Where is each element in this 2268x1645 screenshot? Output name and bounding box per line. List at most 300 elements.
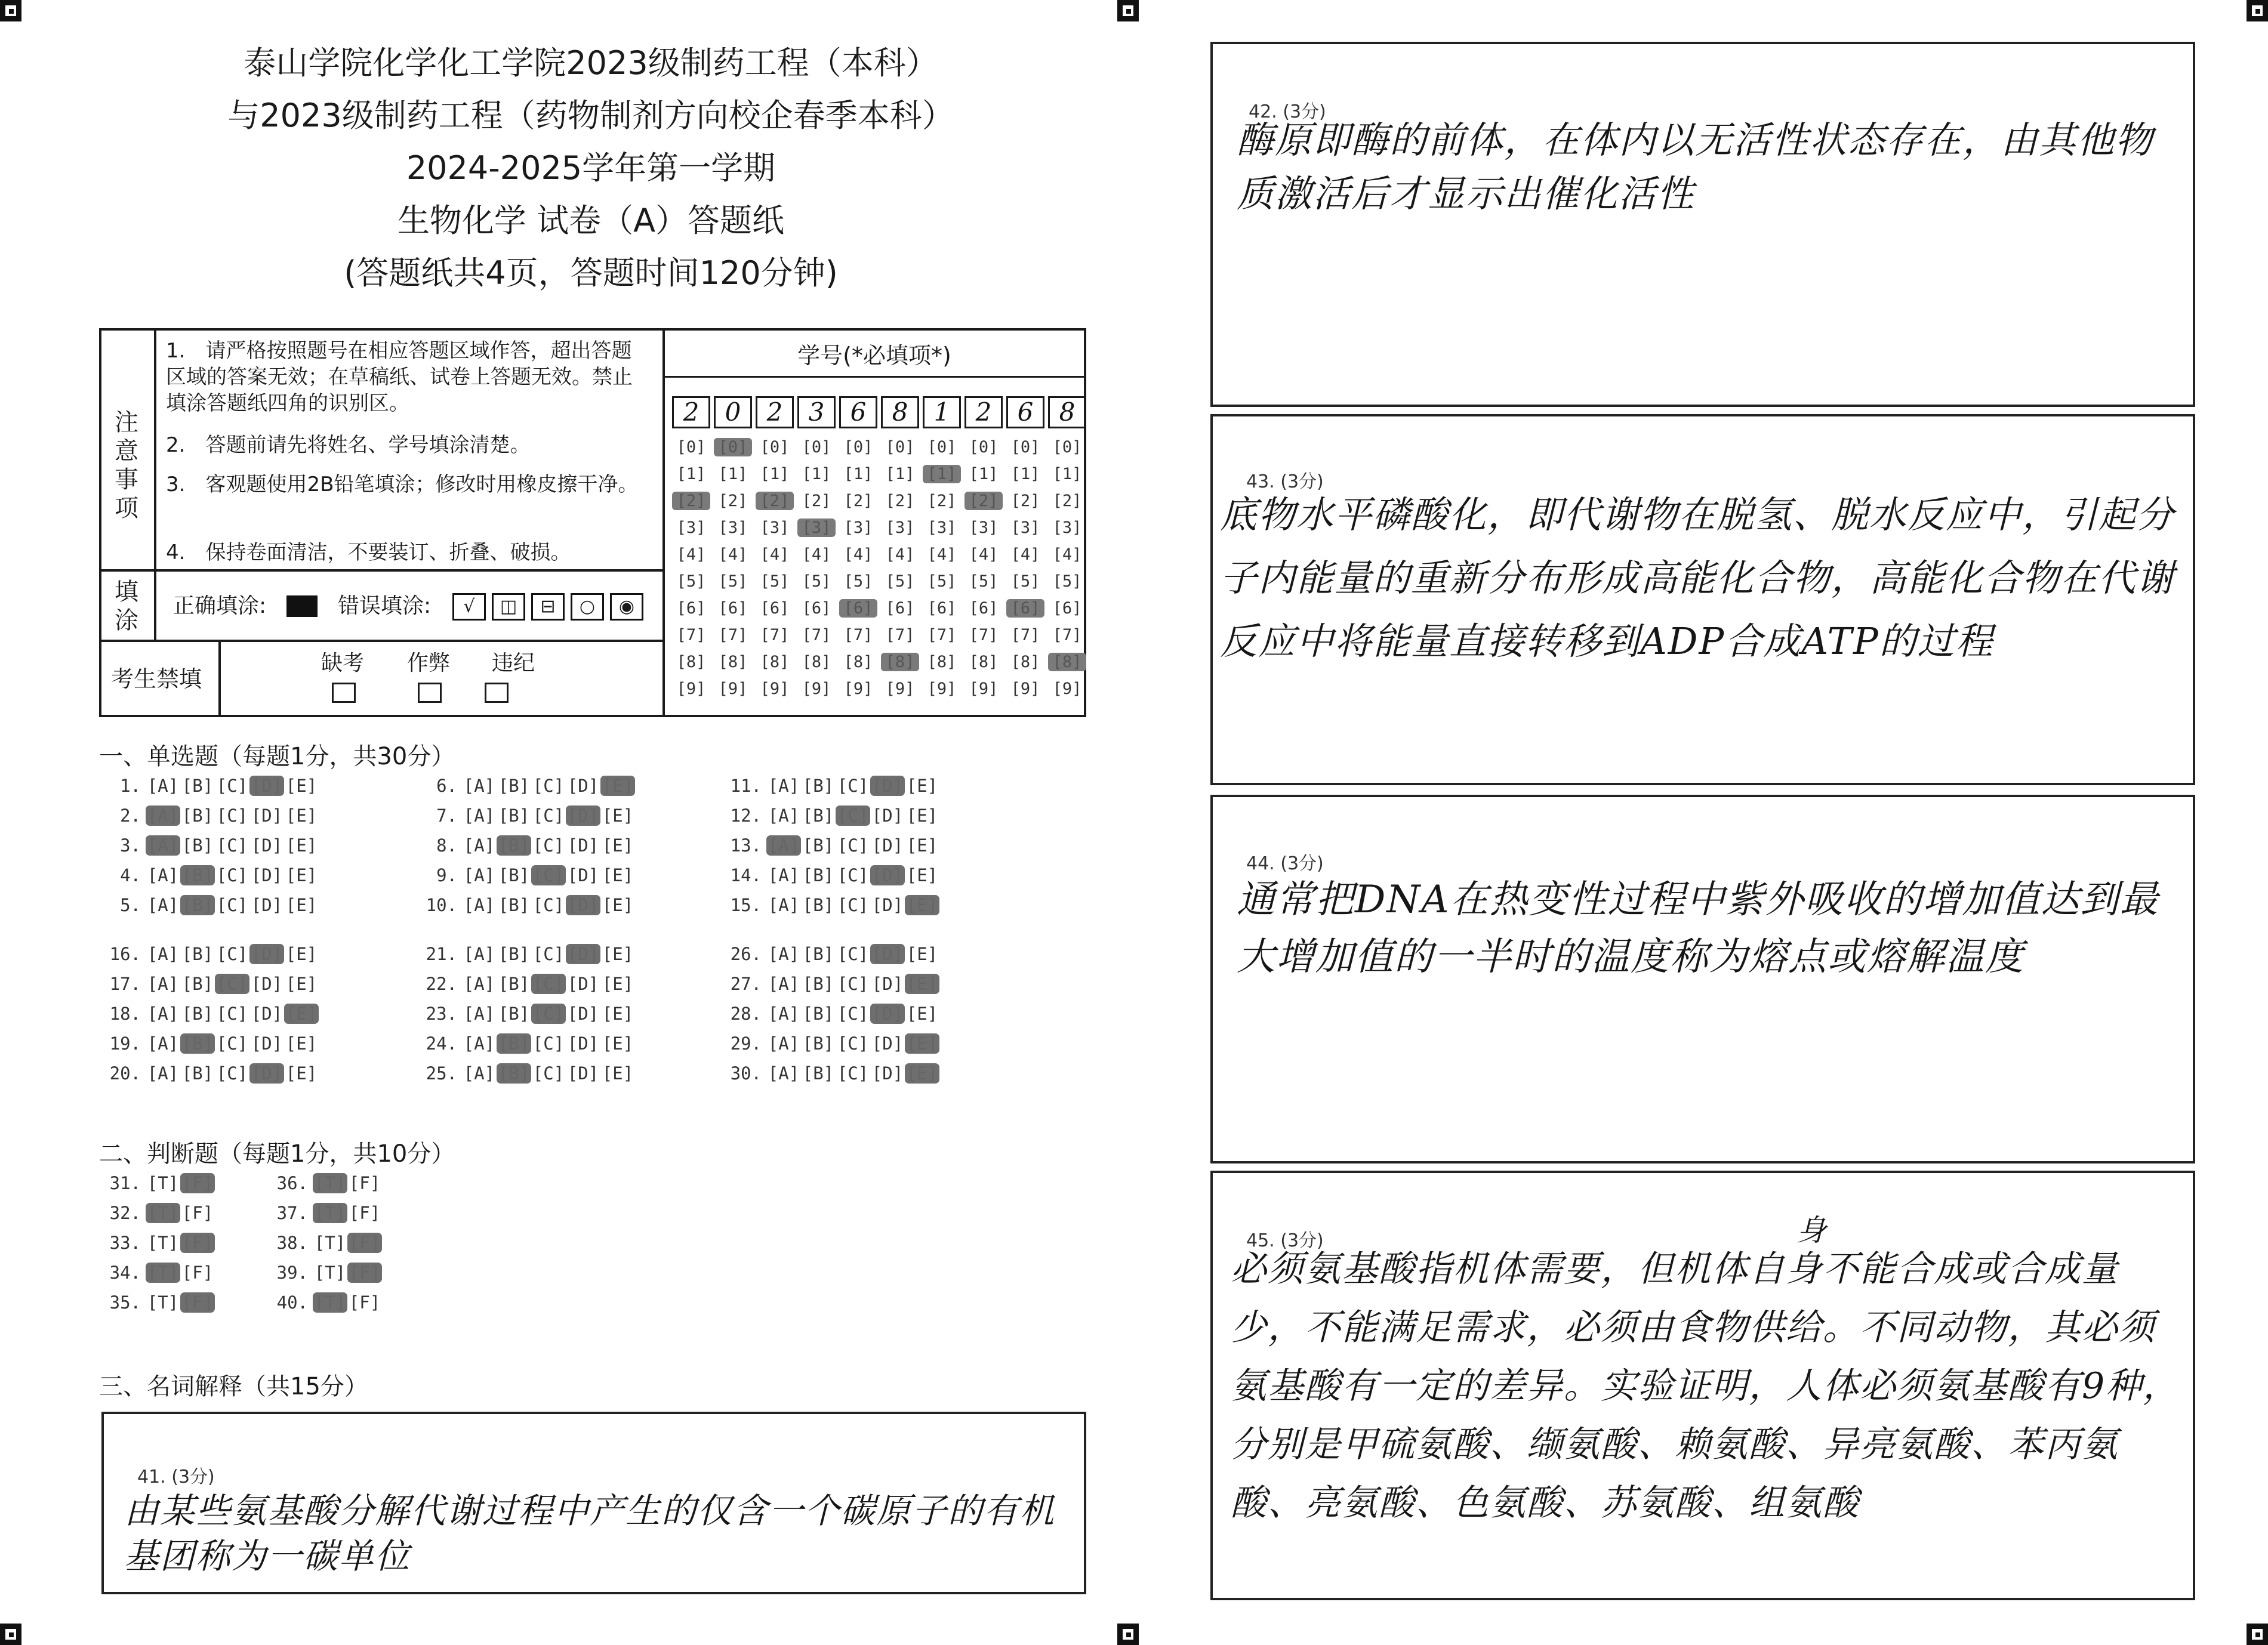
student-id-bubble[interactable]: [9] (927, 680, 957, 698)
student-id-bubble[interactable]: [9] (969, 680, 999, 698)
option-bubble[interactable]: [E] (285, 1063, 318, 1084)
student-id-bubble[interactable]: [4] (718, 545, 748, 564)
student-id-bubble[interactable]: [4] (802, 545, 831, 564)
option-bubble[interactable]: [D] (870, 944, 905, 964)
option-bubble[interactable]: [A] (147, 895, 179, 915)
student-id-bubble[interactable]: [5] (1052, 572, 1082, 591)
option-bubble[interactable]: [C] (836, 805, 870, 826)
option-bubble[interactable]: [C] (216, 805, 248, 826)
student-id-bubble[interactable]: [8] (760, 653, 790, 671)
question-number: 27. (730, 974, 762, 994)
option-bubble[interactable]: [D] (870, 776, 905, 796)
header-line-4: 生物化学 试卷（A）答题纸 (397, 202, 785, 239)
student-id-bubble[interactable]: [2] (927, 492, 957, 510)
option-bubble[interactable]: [C] (532, 1033, 565, 1054)
option-bubble[interactable]: [A] (768, 865, 800, 885)
option-bubble[interactable]: [E] (906, 1004, 938, 1024)
option-bubble[interactable]: [A] (147, 776, 179, 796)
student-id-bubble[interactable]: [3] (676, 519, 706, 537)
option-bubble[interactable]: [C] (216, 1033, 248, 1054)
option-bubble[interactable]: [A] (768, 1063, 800, 1084)
option-bubble[interactable]: [A] (147, 944, 179, 964)
option-bubble[interactable]: [C] (837, 776, 869, 796)
fill-label: 填涂 (115, 578, 138, 634)
option-bubble[interactable]: [D] (567, 1033, 599, 1054)
option-bubble[interactable]: [E] (285, 776, 318, 796)
option-bubble[interactable]: [C] (837, 835, 869, 856)
option-bubble[interactable]: [C] (532, 776, 565, 796)
option-bubble[interactable]: [B] (181, 1004, 214, 1024)
option-bubble[interactable]: [F] (347, 1233, 382, 1253)
student-id-bubble[interactable]: [2] (802, 492, 831, 510)
option-bubble[interactable]: [B] (802, 805, 834, 826)
student-id-bubble[interactable]: [4] (676, 545, 706, 564)
option-bubble[interactable]: [A] (147, 1004, 179, 1024)
answer-box-44[interactable] (1210, 795, 2195, 1163)
option-bubble[interactable]: [B] (498, 776, 530, 796)
student-id-bubble[interactable]: [8] (927, 653, 957, 671)
student-id-bubble[interactable]: [9] (1052, 680, 1082, 698)
student-id-bubble[interactable]: [6] (802, 599, 831, 618)
option-bubble[interactable]: [C] (531, 974, 566, 994)
option-bubble[interactable]: [D] (251, 805, 283, 826)
option-bubble[interactable]: [C] (532, 835, 565, 856)
option-bubble[interactable]: [T] (314, 1233, 346, 1253)
student-id-bubble[interactable]: [3] (760, 519, 790, 537)
option-bubble[interactable]: [C] (837, 865, 869, 885)
option-bubble[interactable]: [D] (870, 865, 905, 885)
student-id-bubble[interactable]: [2] (672, 492, 710, 510)
option-bubble[interactable]: [B] (802, 944, 834, 964)
answer-box-43[interactable] (1210, 414, 2195, 785)
option-bubble[interactable]: [E] (285, 805, 318, 826)
option-bubble[interactable]: [D] (567, 1004, 599, 1024)
student-id-digit-6: 8 (881, 396, 919, 428)
option-bubble[interactable]: [C] (837, 944, 869, 964)
student-id-bubble[interactable]: [8] (1048, 653, 1086, 671)
option-bubble[interactable]: [C] (216, 1004, 248, 1024)
option-bubble[interactable]: [A] (147, 1033, 179, 1054)
student-id-bubble[interactable]: [8] (881, 653, 919, 671)
option-bubble[interactable]: [B] (181, 776, 214, 796)
option-bubble[interactable]: [T] (147, 1233, 179, 1253)
option-bubble[interactable]: [B] (497, 835, 531, 856)
option-bubble[interactable]: [D] (871, 805, 904, 826)
option-bubble[interactable]: [C] (532, 1063, 565, 1084)
student-id-bubble[interactable]: [1] (969, 465, 999, 483)
student-id-bubble[interactable]: [5] (843, 572, 873, 591)
student-id-bubble[interactable]: [4] (843, 545, 873, 564)
option-bubble[interactable]: [E] (906, 835, 938, 856)
option-bubble[interactable]: [B] (180, 865, 215, 885)
question-number: 18. (109, 1004, 141, 1024)
student-id-bubble[interactable]: [2] (964, 492, 1003, 510)
option-bubble[interactable]: [E] (602, 805, 634, 826)
option-bubble[interactable]: [C] (531, 865, 566, 885)
option-bubble[interactable]: [B] (498, 805, 530, 826)
student-id-bubble[interactable]: [3] (1052, 519, 1082, 537)
student-id-bubble[interactable]: [2] (885, 492, 915, 510)
student-id-bubble[interactable]: [7] (718, 626, 748, 644)
student-id-bubble[interactable]: [3] (718, 519, 748, 537)
option-bubble[interactable]: [E] (602, 1033, 634, 1054)
student-id-bubble[interactable]: [7] (969, 626, 999, 644)
option-bubble[interactable]: [D] (567, 865, 599, 885)
question-number: 40. (276, 1292, 308, 1313)
option-bubble[interactable]: [B] (181, 835, 214, 856)
student-id-bubble[interactable]: [6] (676, 599, 706, 618)
question-number: 36. (276, 1173, 308, 1193)
option-bubble[interactable]: [F] (349, 1203, 381, 1223)
option-bubble[interactable]: [C] (216, 895, 248, 915)
option-bubble[interactable]: [D] (871, 974, 904, 994)
option-bubble[interactable]: [T] (146, 1263, 180, 1283)
student-id-bubble[interactable]: [8] (969, 653, 999, 671)
option-bubble[interactable]: [D] (567, 835, 599, 856)
option-bubble[interactable]: [B] (802, 1063, 834, 1084)
option-bubble[interactable]: [E] (600, 776, 635, 796)
option-bubble[interactable]: [A] (146, 805, 180, 826)
option-bubble[interactable]: [A] (766, 835, 801, 856)
student-id-bubble[interactable]: [0] (714, 438, 752, 456)
option-bubble[interactable]: [A] (463, 805, 495, 826)
option-bubble[interactable]: [B] (181, 805, 214, 826)
option-bubble[interactable]: [E] (285, 944, 318, 964)
student-id-bubble[interactable]: [9] (1010, 680, 1040, 698)
student-id-bubble[interactable]: [5] (969, 572, 999, 591)
option-bubble[interactable]: [D] (249, 776, 284, 796)
option-bubble[interactable]: [T] (147, 1173, 179, 1193)
student-id-bubble[interactable]: [9] (802, 680, 831, 698)
option-bubble[interactable]: [E] (602, 974, 634, 994)
option-bubble[interactable]: [B] (181, 944, 214, 964)
option-bubble[interactable]: [D] (566, 944, 600, 964)
student-id-bubble[interactable]: [3] (969, 519, 999, 537)
student-id-bubble[interactable]: [9] (885, 680, 915, 698)
option-bubble[interactable]: [B] (498, 865, 530, 885)
wrong-fill-sample-1: √ (452, 593, 486, 621)
option-bubble[interactable]: [E] (285, 974, 318, 994)
option-bubble[interactable]: [D] (566, 805, 600, 826)
cheating-checkbox[interactable] (418, 683, 442, 703)
option-bubble[interactable]: [C] (216, 944, 248, 964)
question-number: 31. (109, 1173, 141, 1193)
student-id-bubble[interactable]: [1] (802, 465, 831, 483)
option-bubble[interactable]: [E] (906, 776, 938, 796)
student-id-bubble[interactable]: [8] (718, 653, 748, 671)
option-bubble[interactable]: [D] (251, 865, 283, 885)
student-id-bubble[interactable]: [4] (927, 545, 957, 564)
option-bubble[interactable]: [A] (463, 895, 495, 915)
mcq-question-7 (415, 805, 635, 826)
student-id-bubble[interactable]: [0] (1010, 438, 1040, 456)
option-bubble[interactable]: [E] (905, 1033, 939, 1054)
option-bubble[interactable]: [C] (837, 1004, 869, 1024)
mcq-question-23 (415, 1004, 635, 1024)
option-bubble[interactable]: [C] (215, 974, 249, 994)
student-id-bubble[interactable]: [1] (1052, 465, 1082, 483)
option-bubble[interactable]: [A] (463, 944, 495, 964)
student-id-bubble[interactable]: [3] (843, 519, 873, 537)
option-bubble[interactable]: [C] (531, 1004, 566, 1024)
student-id-bubble[interactable]: [4] (969, 545, 999, 564)
option-bubble[interactable]: [D] (249, 1063, 284, 1084)
answer-box-45[interactable] (1210, 1171, 2195, 1600)
student-id-bubble[interactable]: [7] (885, 626, 915, 644)
student-id-bubble[interactable]: [0] (1052, 438, 1082, 456)
option-bubble[interactable]: [B] (802, 1004, 834, 1024)
option-bubble[interactable]: [F] (181, 1263, 214, 1283)
option-bubble[interactable]: [B] (181, 974, 214, 994)
option-bubble[interactable]: [A] (463, 1063, 495, 1084)
mcq-question-9 (415, 865, 635, 885)
student-id-bubble[interactable]: [6] (1052, 599, 1082, 618)
student-id-bubble[interactable]: [1] (760, 465, 790, 483)
option-bubble[interactable]: [F] (180, 1292, 215, 1313)
option-bubble[interactable]: [D] (870, 1004, 905, 1024)
option-bubble[interactable]: [T] (313, 1203, 347, 1223)
header-line-2: 与2023级制药工程（药物制剂方向校企春季本科） (227, 97, 954, 134)
option-bubble[interactable]: [B] (498, 944, 530, 964)
option-bubble[interactable]: [B] (498, 895, 530, 915)
option-bubble[interactable]: [E] (602, 895, 634, 915)
corner-mark-top-left (0, 0, 21, 21)
option-bubble[interactable]: [A] (147, 974, 179, 994)
student-id-bubble[interactable]: [5] (718, 572, 748, 591)
option-bubble[interactable]: [E] (906, 865, 938, 885)
student-id-bubble[interactable]: [6] (927, 599, 957, 618)
option-bubble[interactable]: [A] (463, 1033, 495, 1054)
option-bubble[interactable]: [C] (837, 1063, 869, 1084)
option-bubble[interactable]: [D] (871, 895, 904, 915)
option-bubble[interactable]: [B] (802, 895, 834, 915)
option-bubble[interactable]: [B] (802, 1033, 834, 1054)
student-id-bubble[interactable]: [5] (885, 572, 915, 591)
option-bubble[interactable]: [B] (802, 835, 834, 856)
option-bubble[interactable]: [A] (768, 805, 800, 826)
option-bubble[interactable]: [A] (463, 865, 495, 885)
option-bubble[interactable]: [A] (463, 1004, 495, 1024)
absent-checkbox[interactable] (332, 683, 356, 703)
student-id-bubble[interactable]: [1] (1010, 465, 1040, 483)
answer-box-41[interactable] (101, 1412, 1086, 1594)
mcq-question-6 (415, 776, 635, 796)
student-id-bubble[interactable]: [7] (676, 626, 706, 644)
option-bubble[interactable]: [E] (602, 1063, 634, 1084)
student-id-bubble[interactable]: [6] (718, 599, 748, 618)
option-bubble[interactable]: [B] (181, 1063, 214, 1084)
option-bubble[interactable]: [A] (768, 1004, 800, 1024)
student-id-bubble[interactable]: [5] (676, 572, 706, 591)
option-bubble[interactable]: [A] (768, 776, 800, 796)
student-id-bubble[interactable]: [8] (843, 653, 873, 671)
option-bubble[interactable]: [B] (802, 776, 834, 796)
student-id-bubble[interactable]: [7] (802, 626, 831, 644)
option-bubble[interactable]: [E] (285, 835, 318, 856)
student-id-bubble[interactable]: [9] (843, 680, 873, 698)
option-bubble[interactable]: [E] (284, 1004, 319, 1024)
option-bubble[interactable]: [T] (314, 1263, 346, 1283)
option-bubble[interactable]: [D] (871, 1033, 904, 1054)
option-bubble[interactable]: [C] (216, 835, 248, 856)
option-bubble[interactable]: [D] (566, 895, 600, 915)
student-id-bubble[interactable]: [1] (676, 465, 706, 483)
student-id-bubble[interactable]: [7] (1052, 626, 1082, 644)
option-bubble[interactable]: [E] (905, 974, 939, 994)
student-id-bubble[interactable]: [6] (969, 599, 999, 618)
student-id-bubble[interactable]: [9] (676, 680, 706, 698)
option-bubble[interactable]: [A] (463, 835, 495, 856)
option-bubble[interactable]: [E] (285, 895, 318, 915)
student-id-bubble[interactable]: [0] (927, 438, 957, 456)
option-bubble[interactable]: [A] (146, 835, 180, 856)
student-id-bubble[interactable]: [5] (760, 572, 790, 591)
option-bubble[interactable]: [D] (567, 776, 599, 796)
option-bubble[interactable]: [A] (463, 776, 495, 796)
mcq-question-26 (720, 944, 939, 964)
instruction-table (99, 328, 1086, 717)
option-bubble[interactable]: [F] (180, 1233, 215, 1253)
option-bubble[interactable]: [D] (249, 944, 284, 964)
student-id-bubble[interactable]: [3] (927, 519, 957, 537)
question-number: 24. (426, 1033, 457, 1054)
option-bubble[interactable]: [D] (251, 1033, 283, 1054)
option-bubble[interactable]: [T] (313, 1292, 347, 1313)
student-id-bubble[interactable]: [1] (923, 465, 961, 483)
option-bubble[interactable]: [A] (463, 974, 495, 994)
violation-checkbox[interactable] (485, 683, 509, 703)
student-id-bubble[interactable]: [0] (969, 438, 999, 456)
student-id-bubble[interactable]: [0] (676, 438, 706, 456)
student-id-bubble[interactable]: [4] (1010, 545, 1040, 564)
option-bubble[interactable]: [C] (216, 1063, 248, 1084)
option-bubble[interactable]: [C] (532, 944, 565, 964)
option-bubble[interactable]: [B] (180, 1033, 215, 1054)
student-id-bubble[interactable]: [0] (885, 438, 915, 456)
option-bubble[interactable]: [F] (349, 1292, 381, 1313)
option-bubble[interactable]: [F] (180, 1173, 215, 1193)
option-bubble[interactable]: [A] (768, 895, 800, 915)
option-bubble[interactable]: [A] (147, 1063, 179, 1084)
option-bubble[interactable]: [D] (251, 895, 283, 915)
option-bubble[interactable]: [D] (871, 1063, 904, 1084)
student-id-bubble[interactable]: [2] (718, 492, 748, 510)
option-bubble[interactable]: [E] (602, 1004, 634, 1024)
option-bubble[interactable]: [A] (147, 865, 179, 885)
option-bubble[interactable]: [C] (837, 974, 869, 994)
option-bubble[interactable]: [B] (802, 865, 834, 885)
student-id-bubble[interactable]: [7] (927, 626, 957, 644)
option-bubble[interactable]: [A] (768, 1033, 800, 1054)
option-bubble[interactable]: [D] (567, 1063, 599, 1084)
option-bubble[interactable]: [E] (602, 835, 634, 856)
option-bubble[interactable]: [B] (180, 895, 215, 915)
student-id-bubble[interactable]: [0] (843, 438, 873, 456)
student-id-bubble[interactable]: [8] (1010, 653, 1040, 671)
student-id-bubble[interactable]: [6] (885, 599, 915, 618)
option-bubble[interactable]: [B] (497, 1033, 531, 1054)
student-id-bubble[interactable]: [8] (802, 653, 831, 671)
option-bubble[interactable]: [E] (602, 865, 634, 885)
option-bubble[interactable]: [B] (498, 974, 530, 994)
option-bubble[interactable]: [D] (251, 974, 283, 994)
option-bubble[interactable]: [C] (216, 865, 248, 885)
student-id-bubble[interactable]: [4] (1052, 545, 1082, 564)
mcq-question-24 (415, 1033, 635, 1054)
option-bubble[interactable]: [T] (146, 1203, 180, 1223)
option-bubble[interactable]: [C] (837, 1033, 869, 1054)
answer-box-42[interactable] (1210, 42, 2195, 407)
option-bubble[interactable]: [B] (498, 1004, 530, 1024)
option-bubble[interactable]: [E] (906, 805, 938, 826)
option-bubble[interactable]: [D] (871, 835, 904, 856)
option-bubble[interactable]: [F] (181, 1203, 214, 1223)
student-id-bubble[interactable]: [1] (718, 465, 748, 483)
option-bubble[interactable]: [A] (768, 974, 800, 994)
option-bubble[interactable]: [E] (905, 1063, 939, 1084)
student-id-bubble[interactable]: [3] (885, 519, 915, 537)
option-bubble[interactable]: [F] (349, 1173, 381, 1193)
student-id-bubble[interactable]: [1] (885, 465, 915, 483)
option-bubble[interactable]: [B] (497, 1063, 531, 1084)
student-id-bubble[interactable]: [9] (760, 680, 790, 698)
option-bubble[interactable]: [E] (905, 895, 939, 915)
mcq-question-20 (99, 1063, 319, 1084)
student-id-bubble[interactable]: [6] (1006, 599, 1044, 618)
student-id-bubble[interactable]: [6] (760, 599, 790, 618)
option-bubble[interactable]: [D] (567, 974, 599, 994)
option-bubble[interactable]: [A] (768, 944, 800, 964)
option-bubble[interactable]: [D] (251, 1004, 283, 1024)
student-id-bubble[interactable]: [2] (843, 492, 873, 510)
student-id-bubble[interactable]: [4] (760, 545, 790, 564)
student-id-bubble[interactable]: [0] (760, 438, 790, 456)
option-bubble[interactable]: [T] (147, 1292, 179, 1313)
option-bubble[interactable]: [T] (313, 1173, 347, 1193)
option-bubble[interactable]: [C] (837, 895, 869, 915)
option-bubble[interactable]: [B] (802, 974, 834, 994)
student-id-bubble[interactable]: [5] (802, 572, 831, 591)
student-id-bubble[interactable]: [2] (1052, 492, 1082, 510)
student-id-bubble[interactable]: [1] (843, 465, 873, 483)
student-id-digit-1: 2 (672, 396, 710, 428)
student-id-bubble[interactable]: [8] (676, 653, 706, 671)
student-id-bubble[interactable]: [7] (1010, 626, 1040, 644)
student-id-bubble[interactable]: [4] (885, 545, 915, 564)
student-id-bubble[interactable]: [2] (756, 492, 794, 510)
student-id-bubble[interactable]: [2] (1010, 492, 1040, 510)
option-bubble[interactable]: [E] (602, 944, 634, 964)
student-id-bubble[interactable]: [7] (760, 626, 790, 644)
option-bubble[interactable]: [E] (285, 1033, 318, 1054)
student-id-bubble[interactable]: [9] (718, 680, 748, 698)
student-id-bubble[interactable]: [5] (927, 572, 957, 591)
student-id-bubble[interactable]: [5] (1010, 572, 1040, 591)
student-id-bubble[interactable]: [3] (797, 519, 836, 537)
q41-answer-text: 由某些氨基酸分解代谢过程中产生的仅含一个碳原子的有机基团称为一碳单位 (124, 1490, 1056, 1576)
student-id-bubble[interactable]: [6] (839, 599, 877, 618)
option-bubble[interactable]: [C] (216, 776, 248, 796)
option-bubble[interactable]: [F] (347, 1263, 382, 1283)
option-bubble[interactable]: [E] (906, 944, 938, 964)
option-bubble[interactable]: [D] (251, 835, 283, 856)
student-id-bubble[interactable]: [0] (802, 438, 831, 456)
option-bubble[interactable]: [C] (532, 805, 565, 826)
student-id-bubble[interactable]: [3] (1010, 519, 1040, 537)
student-id-bubble[interactable]: [7] (843, 626, 873, 644)
option-bubble[interactable]: [E] (285, 865, 318, 885)
option-bubble[interactable]: [C] (532, 895, 565, 915)
